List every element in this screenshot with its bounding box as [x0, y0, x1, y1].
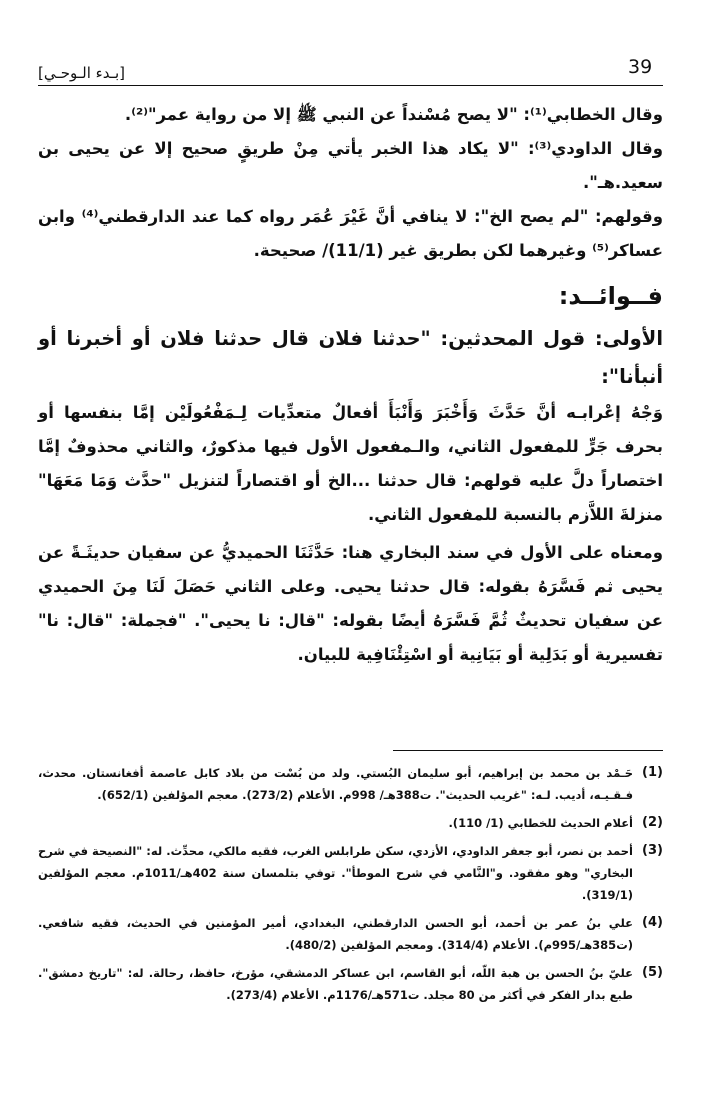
footnote-number: (4) — [642, 915, 663, 930]
footnote-rule — [393, 750, 663, 751]
footnote-number: (5) — [642, 965, 663, 980]
page-number: 39 — [628, 56, 653, 78]
footnote — [38, 840, 663, 906]
footnote — [38, 812, 663, 834]
footnote-number: (2) — [642, 815, 663, 830]
footnote-text: عليّ بنُ الحسن بن هبة اللّه، أبو القاسم، ابن عساكر الدمشقي، مؤرخ، حافظ، رحالة. له: "تاريخ دمشق". طبع بدار الفكر في أكثر من 80 مجلد. ت571هـ/1176م. الأعلام (273/4). — [38, 966, 633, 1002]
paragraph-irab: وَجْهُ إعْرابـه أنَّ حَدَّثَ وَأَخْبَرَ وَأَنْبَأَ أفعالٌ متعدِّيات لِـمَفْعُولَيْن إمَّا بنفسها أو بحرف جَرٍّ للمفعول الثاني، والـمفعول الأول فيها مذكورٌ، والثاني محذوفٌ إمَّا اختصاراً دلَّ عليه قولهم: قال حدثنا ...الخ أو اقتصاراً لتنزيل "حدَّث وَمَا مَعَهَا" منزلةَ اللاَّزم بالنسبة للمفعول الثاني. — [38, 403, 663, 524]
footnote — [38, 912, 663, 956]
paragraph-maanah: ومعناه على الأول في سند البخاري هنا: حَدَّثَنَا الحميديُّ عن سفيان حديثَـةً عن يحيى ثم فَسَّرَهُ بقوله: قال حدثنا يحيى. وعلى الثاني حَصَلَ لَنَا مِنَ الحميدي عن سفيان تحديثٌ ثُمَّ فَسَّرَهُ أيضًا بقوله: "قال: نا يحيى". "فجملة: "قال: نا" تفسيرية أو بَدَلِية أو بَيَانِية أو اسْتِئْنَافِية للبيان. — [38, 543, 663, 664]
page-header — [38, 56, 660, 84]
footnote — [38, 962, 663, 1006]
section-heading: فــوائــد: — [558, 282, 663, 310]
subsection-heading: الأولى: قول المحدثين: "حدثنا فلان قال حدثنا فلان أو أخبرنا أو أنبأنا": — [38, 327, 663, 388]
footnote-number: (3) — [642, 843, 663, 858]
paragraph-khattabi: وقال الخطابي⁽¹⁾: "لا يصح مُسْنداً عن النبي ﷺ إلا من رواية عمر"⁽²⁾. — [124, 105, 663, 124]
footnote-text: علي بنُ عمر بن أحمد، أبو الحسن الدارقطني، البغدادي، أمير المؤمنين في الحديث، فقيه شافعي. (ت385هـ/995م). الأعلام (314/4). ومعجم المؤلفين (480/2). — [38, 916, 633, 952]
header-rule — [38, 85, 663, 86]
footnote-text: أحمد بن نصر، أبو جعفر الداودي، الأزدي، سكن طرابلس الغرب، فقيه مالكي، محدِّث. له: "النصيحة في شرح البخاري" وهو مفقود. و"النَّامي في شرح الموطأ". توفي بتلمسان سنة 402هـ/1011م. معجم المؤلفين (319/1). — [38, 844, 633, 902]
footnotes — [38, 762, 663, 1012]
running-title: [بـدء الـوحـي] — [38, 64, 126, 82]
footnote — [38, 762, 663, 806]
paragraph-qawluhum: وقولهم: "لم يصح الخ": لا ينافي أنَّ غَيْرَ عُمَر رواه كما عند الدارقطني⁽⁴⁾ وابن عساكر⁽⁵⁾ وغيرهما لكن بطريق غير (11/1)/ صحيحة. — [38, 207, 663, 260]
footnote-text: أعلام الحديث للخطابي (1/ 110). — [448, 816, 633, 830]
main-text — [38, 98, 663, 672]
paragraph-dawudi: وقال الداودي⁽³⁾: "لا يكاد هذا الخبر يأتي مِنْ طريقٍ صحيح إلا عن يحيى بن سعيد.هـ". — [38, 139, 663, 192]
footnote-text: حَـمْد بن محمد بن إبراهيم، أبو سليمان البُستي. ولد من بُسْت من بلاد كابل عاصمة أفغانستان. محدث، فـقـيـه، أديب. لـه: "غريب الحديث". ت388هـ/ 998م. الأعلام (273/2). معجم المؤلفين (652/1). — [38, 766, 633, 802]
footnote-number: (1) — [642, 765, 663, 780]
